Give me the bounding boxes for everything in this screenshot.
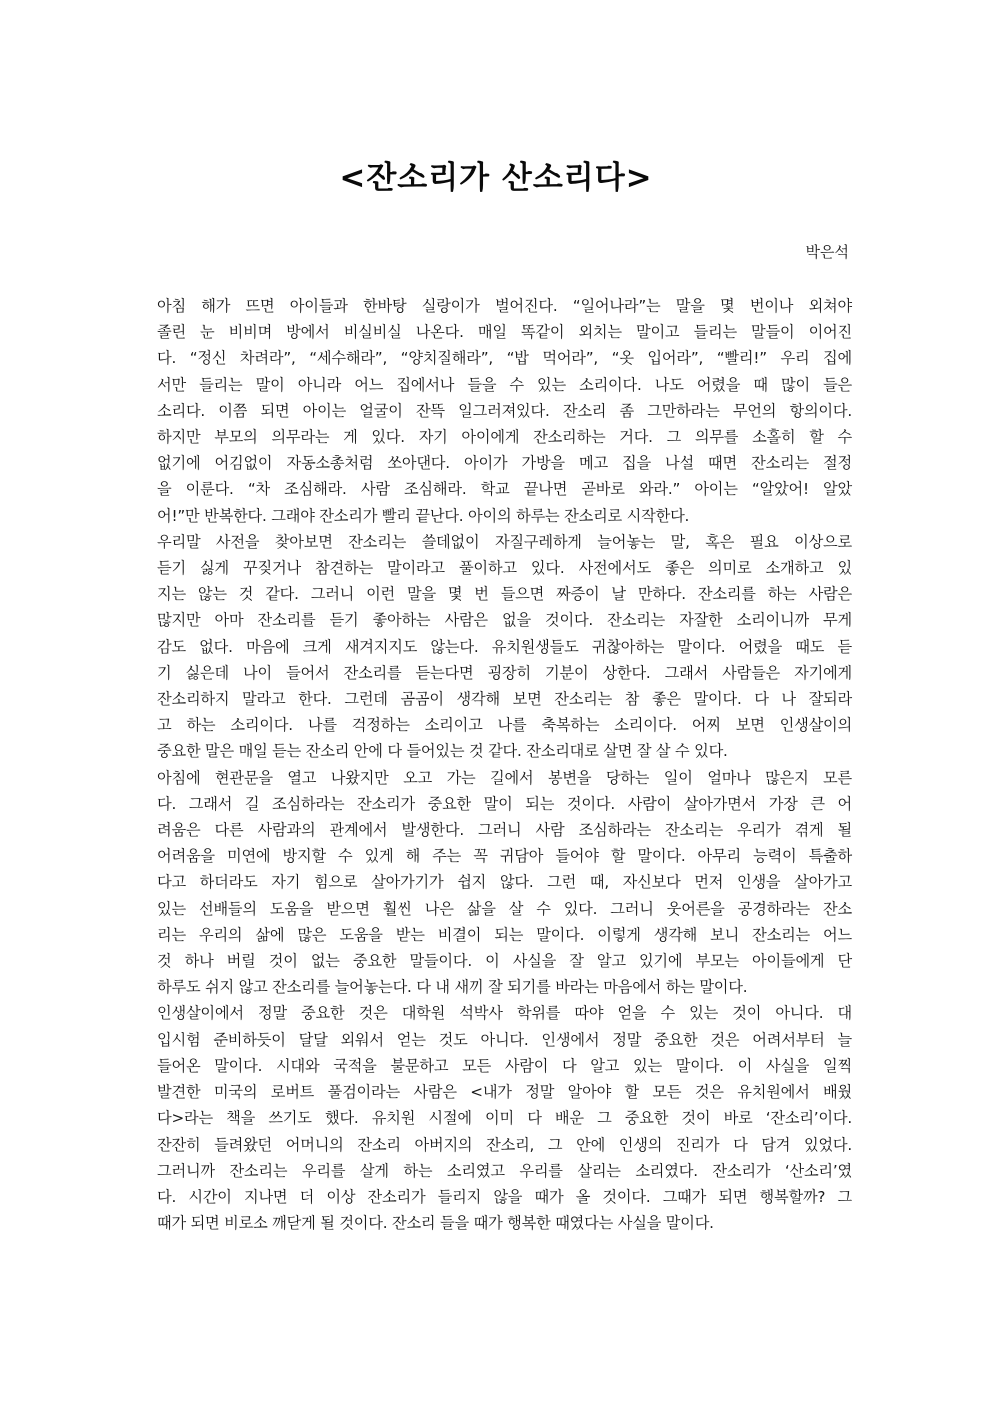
text-line: 듣기 싫게 꾸짖거나 참견하는 말이라고 풀이하고 있다. 사전에서도 좋은 의미로 소개하고 있 [157,559,852,578]
text-line: 서만 들리는 말이 아니라 어느 집에서나 들을 수 있는 소리이다. 나도 어렸을 때 많이 들은 [157,375,852,394]
text-line: 다. 그래서 길 조심하라는 잔소리가 중요한 말이 되는 것이다. 사람이 살아가면서 가장 큰 어 [157,794,852,813]
text-line: 을 이룬다. “차 조심해라. 사람 조심해라. 학교 끝나면 곧바로 와라.” 아이는 “알았어! 알았 [157,480,852,499]
text-line: 많지만 아마 잔소리를 듣기 좋아하는 사람은 없을 것이다. 잔소리는 자잘한 소리이니까 무게 [157,611,852,630]
text-line: 잔소리하지 말라고 한다. 그런데 곰곰이 생각해 보면 잔소리는 참 좋은 말이다. 다 나 잘되라 [157,690,852,709]
text-line: 다. “정신 차려라”, “세수해라”, “양치질해라”, “밥 먹어라”, “옷 입어라”, “빨리!” 우리 집에 [157,349,852,368]
text-line: 지는 않는 것 같다. 그러니 이런 말을 몇 번 들으면 짜증이 날 만하다. 잔소리를 하는 사람은 [157,585,852,604]
text-line: 어!”만 반복한다. 그래야 잔소리가 빨리 끝난다. 아이의 하루는 잔소리로 시작한다. [157,506,690,525]
text-line: 없기에 어김없이 자동소총처럼 쏘아댄다. 아이가 가방을 메고 집을 나설 때면 잔소리는 절정 [157,454,852,473]
text-line: 다. 시간이 지나면 더 이상 잔소리가 들리지 않을 때가 올 것이다. 그때가 되면 행복할까? 그 [157,1187,852,1206]
document-title: <잔소리가 산소리다> [339,160,653,196]
text-line: 그러니까 잔소리는 우리를 살게 하는 소리였고 우리를 살리는 소리였다. 잔소리가 ‘산소리’였 [157,1161,852,1180]
text-line: 다>라는 책을 쓰기도 했다. 유치원 시절에 이미 다 배운 그 중요한 것이 바로 ‘잔소리’이다. [157,1109,852,1128]
paragraph-1 [142,293,852,529]
text-line: 있는 선배들의 도움을 받으면 훨씬 나은 삶을 살 수 있다. 그러니 웃어른을 공경하라는 잔소 [157,899,852,918]
text-line: 하루도 쉬지 않고 잔소리를 늘어놓는다. 다 내 새끼 잘 되기를 바라는 마음에서 하는 말이다. [157,978,748,997]
text-line: 아침 해가 뜨면 아이들과 한바탕 실랑이가 벌어진다. “일어나라”는 말을 몇 번이나 외쳐야 [157,297,852,315]
text-line: 들어온 말이다. 시대와 국적을 불문하고 모든 사람이 다 알고 있는 말이다. 이 사실을 일찍 [157,1056,852,1075]
text-line: 우리말 사전을 찾아보면 잔소리는 쓸데없이 자질구레하게 늘어놓는 말, 혹은 필요 이상으로 [157,532,852,551]
text-line: 기 싫은데 나이 들어서 잔소리를 듣는다면 굉장히 기분이 상한다. 그래서 사람들은 자기에게 [157,663,852,682]
text-line: 인생살이에서 정말 중요한 것은 대학원 석박사 학위를 따야 얻을 수 있는 것이 아니다. 대 [157,1004,852,1023]
text-line: 감도 없다. 마음에 크게 새겨지지도 않는다. 유치원생들도 귀찮아하는 말이다. 어렸을 때도 듣 [157,637,852,656]
text-line: 잔잔히 들려왔던 어머니의 잔소리 아버지의 잔소리, 그 안에 인생의 진리가 다 담겨 있었다. [157,1135,852,1154]
text-line: 것 하나 버릴 것이 없는 중요한 말들이다. 이 사실을 잘 알고 있기에 부모는 아이들에게 단 [157,952,852,971]
essay-body [142,293,852,1236]
text-line: 소리다. 이쯤 되면 아이는 얼굴이 잔뜩 일그러져있다. 잔소리 좀 그만하라는 무언의 항의이다. [157,401,852,420]
text-line: 입시험 준비하듯이 달달 외워서 얻는 것도 아니다. 인생에서 정말 중요한 것은 어려서부터 늘 [157,1030,852,1049]
text-line: 어려움을 미연에 방지할 수 있게 해 주는 꼭 귀담아 들어야 할 말이다. 아무리 능력이 특출하 [157,847,852,866]
text-line: 다고 하더라도 자기 힘으로 살아가기가 쉽지 않다. 그런 때, 자신보다 먼저 인생을 살아가고 [157,873,852,892]
paragraph-3 [142,765,852,1001]
paragraph-4 [142,1000,852,1236]
text-line: 리는 우리의 삶에 많은 도움을 받는 비결이 되는 말이다. 이렇게 생각해 보니 잔소리는 어느 [157,925,852,944]
author-name: 박은석 [805,243,849,261]
text-line: 아침에 현관문을 열고 나왔지만 오고 가는 길에서 봉변을 당하는 일이 얼마나 많은지 모른 [157,768,852,787]
text-line: 하지만 부모의 의무라는 게 있다. 자기 아이에게 잔소리하는 거다. 그 의무를 소홀히 할 수 [157,428,852,447]
text-line: 려움은 다른 사람과의 관계에서 발생한다. 그러니 사람 조심하라는 잔소리는 우리가 겪게 될 [157,821,852,840]
text-line: 중요한 말은 매일 듣는 잔소리 안에 다 들어있는 것 같다. 잔소리대로 살면 잘 살 수 있다. [157,742,728,761]
paragraph-2 [142,529,852,765]
text-line: 발견한 미국의 로버트 풀검이라는 사람은 <내가 정말 알아야 할 모든 것은 유치원에서 배웠 [157,1083,852,1102]
text-line: 때가 되면 비로소 깨닫게 될 것이다. 잔소리 들을 때가 행복한 때였다는 사실을 말이다. [157,1214,714,1233]
text-line: 졸린 눈 비비며 방에서 비실비실 나온다. 매일 똑같이 외치는 말이고 들리는 말들이 이어진 [157,323,852,342]
text-line: 고 하는 소리이다. 나를 걱정하는 소리이고 나를 축복하는 소리이다. 어찌 보면 인생살이의 [157,716,852,735]
